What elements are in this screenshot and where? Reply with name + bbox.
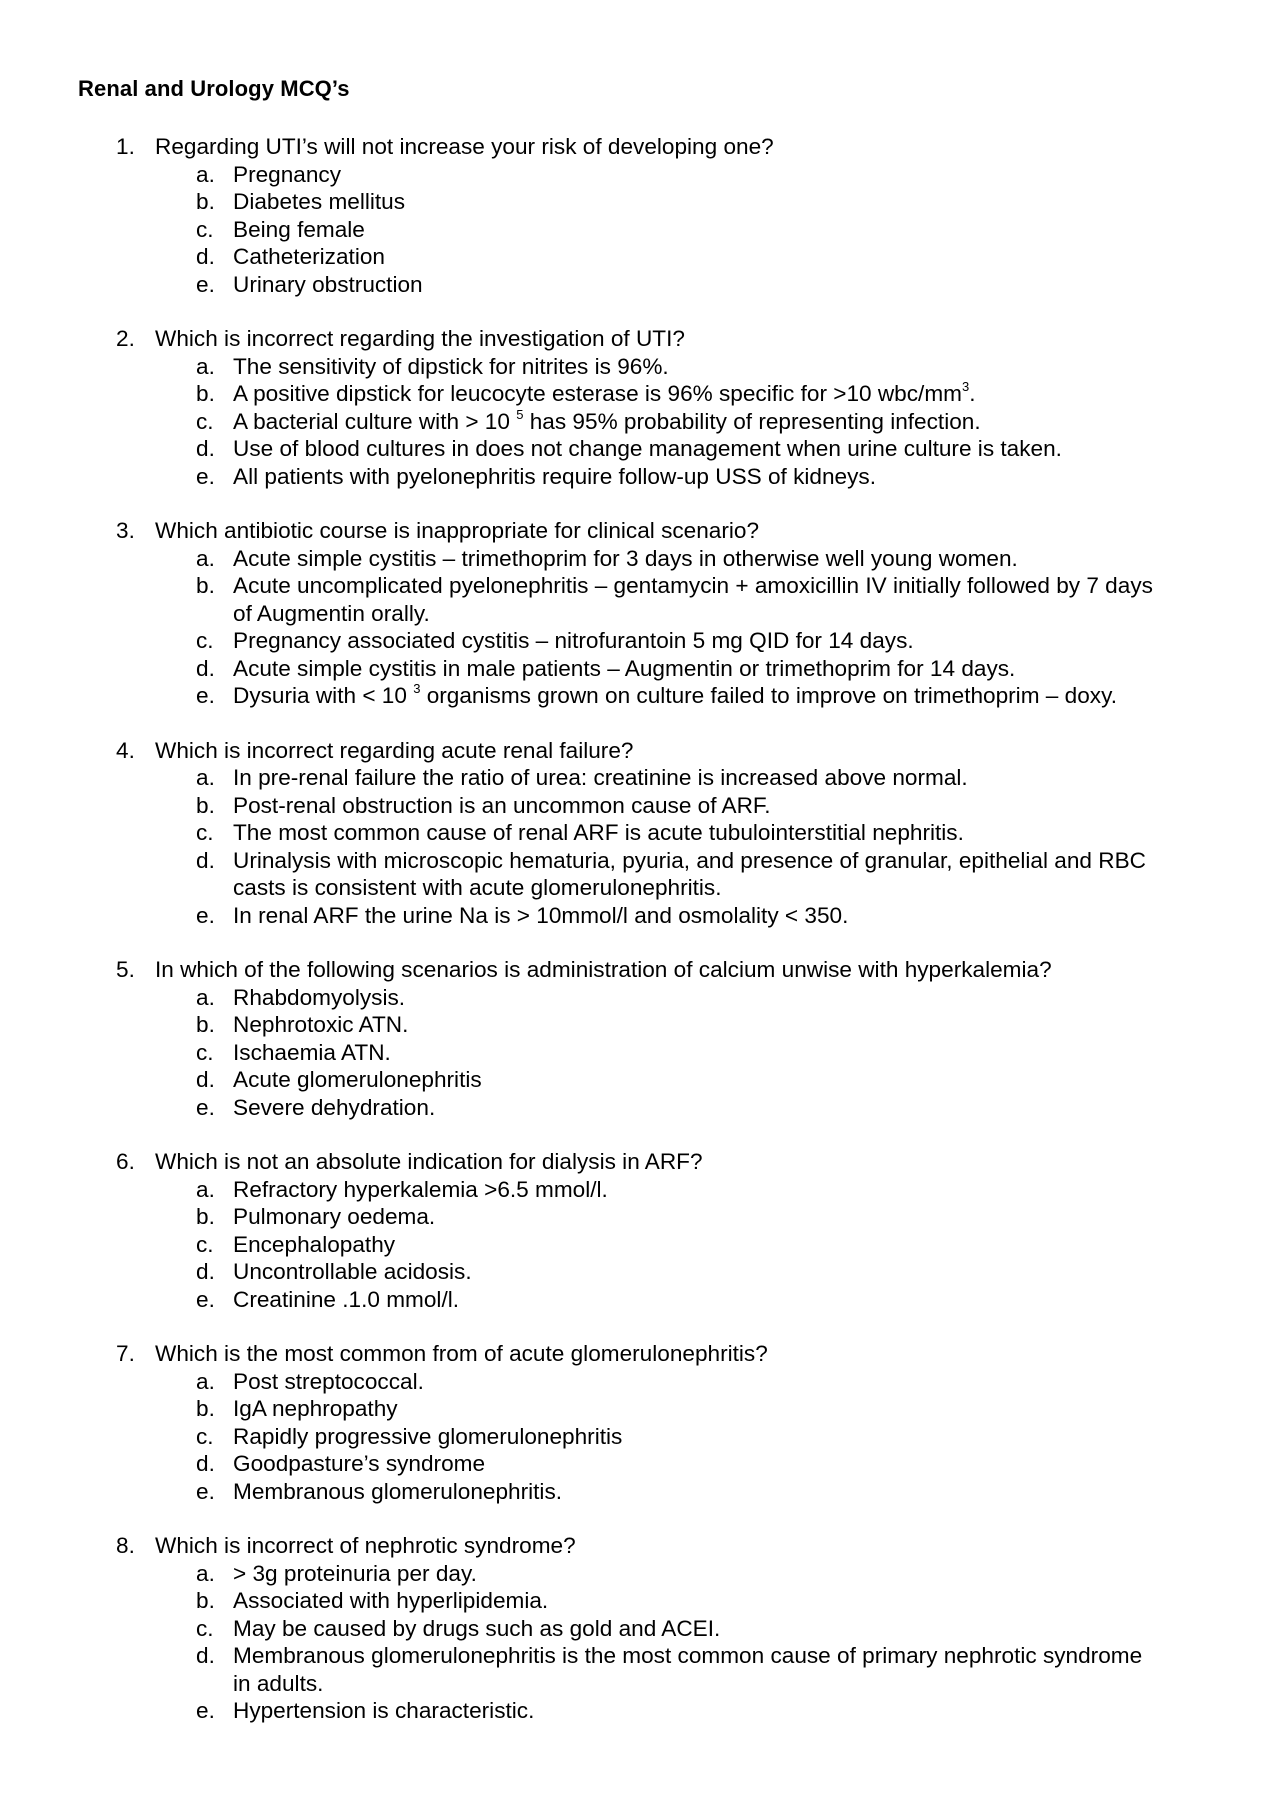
- answer-option: [0, 1011, 1280, 1039]
- option-letter: e.: [196, 463, 215, 489]
- answer-option: [0, 655, 1280, 683]
- answer-option: [0, 1368, 1280, 1396]
- option-letter: b.: [196, 1396, 215, 1421]
- option-text: [233, 682, 1117, 713]
- answer-option: [0, 1258, 1280, 1286]
- option-text: Membranous glomerulonephritis.: [233, 1478, 563, 1504]
- option-text: Creatinine .1.0 mmol/l.: [233, 1286, 460, 1312]
- answer-option: [0, 1039, 1280, 1067]
- option-text-part: organisms grown on culture failed to improve on trimethoprim – doxy.: [420, 683, 1117, 708]
- option-letter: b.: [196, 1588, 215, 1613]
- question-number: 4.: [116, 737, 135, 763]
- option-letter: e.: [196, 1698, 215, 1723]
- answer-option: [0, 764, 1280, 792]
- option-text: Acute simple cystitis in male patients – Augmentin or trimethoprim for 14 days.: [233, 655, 1016, 681]
- option-text: Urinary obstruction: [233, 271, 423, 297]
- answer-option: [0, 463, 1280, 491]
- option-text: Pregnancy associated cystitis – nitrofurantoin 5 mg QID for 14 days.: [233, 628, 914, 653]
- answer-option: [0, 435, 1280, 463]
- question-text: Which is incorrect of nephrotic syndrome?: [155, 1533, 576, 1558]
- option-text: Ischaemia ATN.: [233, 1039, 391, 1065]
- answer-option: [0, 216, 1280, 244]
- option-letter: b.: [196, 189, 215, 214]
- option-letter: a.: [196, 161, 215, 187]
- option-text-part: .: [969, 381, 976, 406]
- option-text: Post-renal obstruction is an uncommon cause of ARF.: [233, 792, 771, 818]
- option-text: Being female: [233, 216, 365, 242]
- option-text: Refractory hyperkalemia >6.5 mmol/l.: [233, 1176, 608, 1202]
- question-number: 3.: [116, 518, 135, 543]
- option-text: May be caused by drugs such as gold and ACEI.: [233, 1615, 721, 1641]
- answer-option: [0, 271, 1280, 299]
- answer-option: [0, 819, 1280, 847]
- option-letter: e.: [196, 1478, 215, 1504]
- answer-option: [0, 1560, 1280, 1588]
- question-line: [0, 1148, 1280, 1176]
- answer-option: [0, 572, 1280, 600]
- option-text-part: has 95% probability of representing infection.: [523, 408, 981, 434]
- question-text: Which is not an absolute indication for dialysis in ARF?: [155, 1149, 703, 1174]
- option-text: in adults.: [233, 1670, 324, 1696]
- option-text: of Augmentin orally.: [233, 600, 430, 626]
- superscript: 3: [961, 379, 970, 394]
- answer-option: [0, 161, 1280, 189]
- option-letter: a.: [196, 353, 215, 379]
- option-text: Membranous glomerulonephritis is the most common cause of primary nephrotic syndrome: [233, 1643, 1143, 1668]
- option-continuation: [0, 1670, 1280, 1698]
- superscript: 3: [413, 681, 421, 696]
- option-text: The sensitivity of dipstick for nitrites is 96%.: [233, 353, 669, 379]
- question-line: [0, 133, 1280, 161]
- superscript: 5: [516, 406, 524, 422]
- option-letter: d.: [196, 847, 215, 873]
- option-letter: e.: [196, 271, 215, 297]
- option-text: Post streptococcal.: [233, 1368, 424, 1394]
- answer-option: [0, 1176, 1280, 1204]
- answer-option: [0, 1286, 1280, 1314]
- option-text: Severe dehydration.: [233, 1094, 436, 1120]
- option-letter: a.: [196, 1176, 215, 1202]
- answer-option: [0, 1450, 1280, 1478]
- option-text: Acute uncomplicated pyelonephritis – gentamycin + amoxicillin IV initially followed by 7 days: [233, 573, 1153, 598]
- answer-option: [0, 1423, 1280, 1451]
- option-letter: e.: [196, 683, 215, 708]
- question-number: 1.: [116, 134, 135, 159]
- option-text: [233, 380, 975, 411]
- option-letter: a.: [196, 984, 215, 1010]
- answer-option: [0, 545, 1280, 573]
- option-text: Urinalysis with microscopic hematuria, pyuria, and presence of granular, epithelial and RBC: [233, 847, 1146, 873]
- option-text: Associated with hyperlipidemia.: [233, 1588, 549, 1613]
- answer-option: [0, 984, 1280, 1012]
- option-letter: b.: [196, 573, 215, 598]
- option-text: Use of blood cultures in does not change management when urine culture is taken.: [233, 436, 1062, 461]
- option-continuation: [0, 600, 1280, 628]
- option-text: In renal ARF the urine Na is > 10mmol/l and osmolality < 350.: [233, 902, 849, 928]
- document-title: Renal and Urology MCQ’s: [78, 76, 350, 101]
- question-line: [0, 325, 1280, 353]
- answer-option: [0, 380, 1280, 408]
- answer-option: [0, 682, 1280, 710]
- option-text: Uncontrollable acidosis.: [233, 1259, 472, 1284]
- option-letter: a.: [196, 1560, 215, 1586]
- question-item: [0, 517, 1280, 710]
- option-text: [233, 408, 981, 439]
- question-line: [0, 1532, 1280, 1560]
- option-text: Acute simple cystitis – trimethoprim for 3 days in otherwise well young women.: [233, 545, 1018, 571]
- option-text: All patients with pyelonephritis require follow-up USS of kidneys.: [233, 463, 876, 489]
- option-letter: d.: [196, 1067, 215, 1092]
- option-letter: d.: [196, 1451, 215, 1476]
- option-text: Catheterization: [233, 244, 385, 269]
- answer-option: [0, 1478, 1280, 1506]
- option-letter: d.: [196, 244, 215, 269]
- option-text: Goodpasture’s syndrome: [233, 1451, 486, 1476]
- question-text: Which is the most common from of acute glomerulonephritis?: [155, 1341, 768, 1366]
- answer-option: [0, 792, 1280, 820]
- option-letter: e.: [196, 902, 215, 928]
- option-text: casts is consistent with acute glomerulonephritis.: [233, 875, 722, 900]
- answer-option: [0, 1203, 1280, 1231]
- option-letter: d.: [196, 1259, 215, 1284]
- question-line: [0, 1340, 1280, 1368]
- answer-option: [0, 408, 1280, 436]
- answer-option: [0, 847, 1280, 875]
- option-letter: e.: [196, 1286, 215, 1312]
- option-letter: d.: [196, 1643, 215, 1668]
- question-number: 7.: [116, 1341, 135, 1366]
- option-text: Pulmonary oedema.: [233, 1204, 436, 1229]
- option-letter: c.: [196, 1231, 214, 1257]
- option-text-part: A bacterial culture with > 10: [233, 408, 517, 434]
- answer-option: [0, 1615, 1280, 1643]
- answer-option: [0, 1094, 1280, 1122]
- option-text: Diabetes mellitus: [233, 189, 406, 214]
- answer-option: [0, 902, 1280, 930]
- option-letter: d.: [196, 436, 215, 461]
- option-letter: d.: [196, 655, 215, 681]
- answer-option: [0, 243, 1280, 271]
- question-item: [0, 1532, 1280, 1725]
- question-line: [0, 956, 1280, 984]
- answer-option: [0, 1231, 1280, 1259]
- question-item: [0, 737, 1280, 930]
- option-letter: e.: [196, 1094, 215, 1120]
- question-number: 6.: [116, 1149, 135, 1174]
- option-text: > 3g proteinuria per day.: [233, 1560, 477, 1586]
- option-letter: c.: [196, 628, 214, 653]
- option-letter: b.: [196, 792, 215, 818]
- answer-option: [0, 1587, 1280, 1615]
- option-letter: a.: [196, 765, 215, 790]
- question-list: [0, 133, 1280, 1752]
- question-number: 5.: [116, 957, 135, 982]
- question-number: 2.: [116, 326, 135, 351]
- option-text: The most common cause of renal ARF is acute tubulointerstitial nephritis.: [233, 820, 964, 845]
- option-text-part: Dysuria with < 10: [233, 683, 414, 708]
- question-item: [0, 956, 1280, 1121]
- question-item: [0, 1148, 1280, 1313]
- question-item: [0, 1340, 1280, 1505]
- option-letter: c.: [196, 1423, 214, 1449]
- option-letter: a.: [196, 545, 215, 571]
- option-text: In pre-renal failure the ratio of urea: creatinine is increased above normal.: [233, 765, 968, 790]
- option-continuation: [0, 874, 1280, 902]
- question-text: Which antibiotic course is inappropriate for clinical scenario?: [155, 518, 760, 543]
- option-letter: b.: [196, 1012, 215, 1037]
- question-item: [0, 133, 1280, 298]
- option-letter: b.: [196, 381, 215, 406]
- option-letter: c.: [196, 216, 214, 242]
- question-text: In which of the following scenarios is administration of calcium unwise with hyperkalemia?: [155, 957, 1052, 982]
- option-text: Acute glomerulonephritis: [233, 1067, 482, 1092]
- question-line: [0, 517, 1280, 545]
- option-text: Rhabdomyolysis.: [233, 984, 406, 1010]
- answer-option: [0, 353, 1280, 381]
- answer-option: [0, 1066, 1280, 1094]
- option-letter: c.: [196, 408, 214, 434]
- question-text: Regarding UTI’s will not increase your risk of developing one?: [155, 134, 774, 159]
- option-letter: b.: [196, 1204, 215, 1229]
- option-letter: c.: [196, 820, 214, 845]
- option-text: IgA nephropathy: [233, 1396, 398, 1421]
- option-text: Nephrotoxic ATN.: [233, 1012, 409, 1037]
- option-text: Rapidly progressive glomerulonephritis: [233, 1423, 623, 1449]
- answer-option: [0, 188, 1280, 216]
- answer-option: [0, 1395, 1280, 1423]
- option-text: Encephalopathy: [233, 1231, 396, 1257]
- question-text: Which is incorrect regarding the investigation of UTI?: [155, 326, 685, 351]
- option-text: Hypertension is characteristic.: [233, 1698, 535, 1723]
- answer-option: [0, 1697, 1280, 1725]
- option-letter: c.: [196, 1615, 214, 1641]
- answer-option: [0, 627, 1280, 655]
- question-line: [0, 737, 1280, 765]
- question-number: 8.: [116, 1533, 135, 1558]
- option-letter: a.: [196, 1368, 215, 1394]
- question-item: [0, 325, 1280, 490]
- option-letter: c.: [196, 1039, 214, 1065]
- option-text: Pregnancy: [233, 161, 342, 187]
- question-text: Which is incorrect regarding acute renal failure?: [155, 737, 634, 763]
- answer-option: [0, 1642, 1280, 1670]
- option-text-part: A positive dipstick for leucocyte esterase is 96% specific for >10 wbc/mm: [233, 381, 962, 406]
